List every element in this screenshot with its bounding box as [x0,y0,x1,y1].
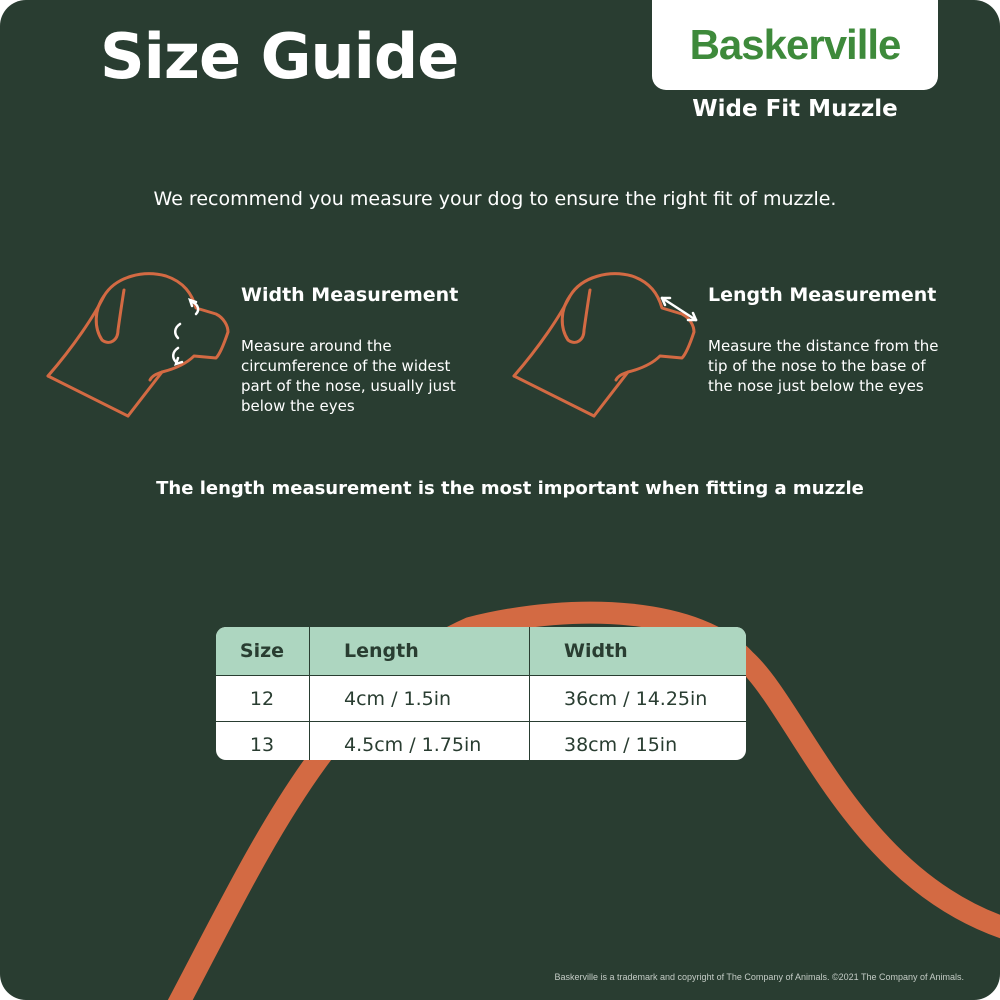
description-line: Measure around the [241,337,392,355]
length-measurement-description [708,336,968,396]
width-measurement-title: Width Measurement [241,284,459,306]
cell-width: 38cm / 15in [530,722,747,761]
description-line: tip of the nose to the base of [708,357,926,375]
copyright-footer: Baskerville is a trademark and copyright of The Company of Animals. ©2021 The Company of Animals. [554,972,964,982]
cell-size: 12 [216,676,310,722]
cell-length: 4.5cm / 1.75in [310,722,530,761]
dog-head-width-icon [44,266,240,426]
brand-logo-text: Baskerville [689,21,901,68]
brand-logo [652,0,938,90]
cell-width: 36cm / 14.25in [530,676,747,722]
cell-length: 4cm / 1.5in [310,676,530,722]
table-row [216,676,746,722]
description-line: the nose just below the eyes [708,377,924,395]
dog-head-length-icon [510,266,706,426]
size-table [216,627,746,760]
table-header-row [216,627,746,676]
width-measurement-description [241,336,481,416]
page-title: Size Guide [100,20,459,93]
column-header-length: Length [310,627,530,676]
intro-text: We recommend you measure your dog to ensure the right fit of muzzle. [153,188,837,210]
column-header-size: Size [216,627,310,676]
product-name: Wide Fit Muzzle [692,96,898,122]
column-header-width: Width [530,627,747,676]
important-note: The length measurement is the most important when fitting a muzzle [156,478,864,499]
table-row [216,722,746,761]
description-line: circumference of the widest [241,357,451,375]
description-line: below the eyes [241,397,355,415]
length-measurement-title: Length Measurement [708,284,937,306]
cell-size: 13 [216,722,310,761]
description-line: part of the nose, usually just [241,377,456,395]
description-line: Measure the distance from the [708,337,939,355]
